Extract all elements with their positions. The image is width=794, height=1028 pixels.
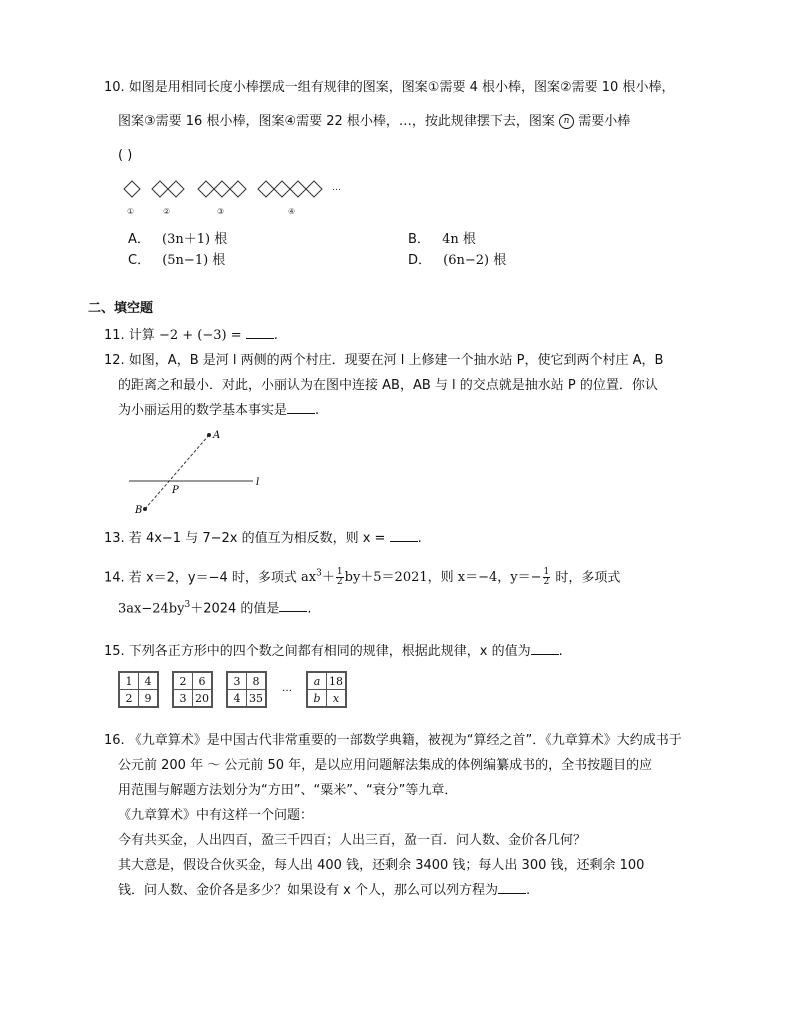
q10-option-d [408, 251, 506, 271]
frac-1-num: 1 [336, 567, 343, 578]
q10-line2a: 图案③需要 16 根小棒，图案④需要 22 根小棒，…，按此规律摆下去，图案 [118, 114, 555, 129]
option-c-text: (5n−1) 根 [162, 253, 226, 268]
square-4-cell: b [308, 690, 327, 707]
pattern-label-3: ③ [217, 207, 225, 216]
square-3-cell: 35 [247, 690, 266, 707]
pattern-label-4: ④ [288, 207, 296, 216]
q15-answer-blank[interactable] [531, 642, 559, 655]
frac-2-num: 1 [543, 567, 550, 578]
q16-line3: 用范围与解题方法划分为“方田”、“粟米”、“衰分”等九章． [118, 783, 458, 798]
q16-line1: 16. 《九章算术》是中国古代非常重要的一部数学典籍，被视为“算经之首”．《九章算术》大约成书于 [104, 733, 682, 748]
square-3-cell: 8 [247, 673, 266, 690]
q11-expression: −2 + (−3) = [158, 328, 242, 343]
option-a-letter: A． [128, 232, 150, 247]
q13-end: . [417, 531, 422, 546]
option-d-letter: D． [408, 253, 432, 268]
square-3-cell: 4 [228, 690, 247, 707]
label-a: A [213, 430, 221, 441]
pattern-label-2: ② [163, 207, 171, 216]
square-1-cell: 1 [120, 673, 139, 690]
segment-ab [145, 435, 209, 509]
q14-exp-1: 3 [316, 569, 322, 579]
option-b-text: 4n 根 [442, 232, 476, 247]
q10-answer-paren: ( ) [118, 148, 133, 163]
q15-text: 15. 下列各正方形中的四个数之间都有相同的规律，根据此规律，x 的值为 [104, 644, 531, 659]
q11-prefix: 11. 计算 [104, 328, 155, 343]
frac-2-den: 2 [543, 577, 550, 588]
square-2-cell: 20 [193, 690, 212, 707]
square-1-cell: 2 [120, 690, 139, 707]
q13-line [104, 529, 422, 549]
q14-condition: 14. 若 x＝2，y＝−4 时，多项式 [104, 570, 297, 586]
number-square-3 [226, 671, 267, 708]
q14-fraction-1 [336, 568, 344, 587]
q13-text: 13. 若 4x−1 与 7−2x 的值互为相反数，则 x = [104, 531, 386, 546]
square-1-cell: 4 [139, 673, 158, 690]
squares-ellipsis: … [282, 683, 292, 694]
frac-1-den: 2 [336, 577, 343, 588]
square-2-cell: 3 [174, 690, 193, 707]
q14-polynomial: $ax^3+$ $\frac{1}{2}$ by＋5＝2021，则 x＝−4，y＝− $\frac{1}{2}$ [301, 567, 550, 588]
q14-post: 时，多项式 [555, 570, 621, 586]
q11-end: . [273, 328, 278, 343]
q16-line7-text: 钱．问人数、金价各是多少？如果设有 x 个人，那么可以列方程为 [118, 883, 498, 898]
q14-exp-2: 3 [184, 600, 191, 610]
square-4-cell: 18 [327, 673, 346, 690]
option-c-letter: C． [128, 253, 151, 268]
label-l: l [256, 477, 260, 488]
q14-line1 [104, 564, 620, 588]
option-b-letter: B． [408, 232, 430, 247]
q13-answer-blank[interactable] [390, 529, 418, 542]
option-a-text: (3n＋1) 根 [162, 232, 228, 247]
square-3-cell: 3 [228, 673, 247, 690]
q10-line2 [118, 112, 630, 132]
square-1-cell: 9 [139, 690, 158, 707]
q16-line7 [118, 881, 530, 901]
pattern-ellipsis: … [332, 183, 341, 193]
q12-line1: 12. 如图，A，B 是河 l 两侧的两个村庄．现要在河 l 上修建一个抽水站 P，使它到两个村庄 A，B [104, 353, 664, 368]
q14-answer-blank[interactable] [279, 599, 307, 612]
q16-answer-blank[interactable] [498, 881, 526, 894]
q10-option-b [408, 230, 476, 250]
q15-end: . [558, 644, 563, 659]
pattern-2-shape [152, 181, 184, 197]
q15-line [104, 642, 563, 662]
label-p: P [172, 485, 179, 496]
q11-answer-blank[interactable] [246, 326, 274, 339]
q12-answer-blank[interactable] [287, 401, 315, 414]
pattern-label-1: ① [127, 207, 135, 216]
square-2-cell: 2 [174, 673, 193, 690]
number-square-2 [172, 671, 213, 708]
q14-line2 [118, 595, 312, 619]
q12-line2: 的距离之和最小．对此，小丽认为在图中连接 AB，AB 与 l 的交点就是抽水站 P 的位置．你认 [118, 378, 658, 393]
q14-line2-text: ＋2024 的值是 [190, 601, 280, 617]
q12-end: . [315, 403, 320, 418]
square-4-cell: x [327, 690, 346, 707]
q10-line1: 10. 如图是用相同长度小棒摆成一组有规律的图案，图案①需要 4 根小棒，图案②需要 10 根小棒， [104, 80, 675, 95]
q14-expression: 3ax−24by [118, 601, 185, 617]
square-2-cell: 6 [193, 673, 212, 690]
q10-option-c [128, 251, 225, 271]
point-a [207, 433, 211, 437]
q12-line3 [118, 401, 319, 421]
square-4-cell: a [308, 673, 327, 690]
river-pump-station-figure [125, 425, 270, 517]
q14-poly-a: ax [301, 570, 317, 586]
q16-line4: 《九章算术》中有这样一个问题： [118, 808, 314, 823]
q16-line6: 其大意是，假设合伙买金，每人出 400 钱，还剩余 3400 钱；每人出 300 钱，还剩余 100 [118, 858, 645, 873]
q10-option-a [128, 230, 227, 250]
pattern-1-shape [124, 181, 140, 197]
circled-n-icon: n [559, 114, 574, 129]
pattern-4-shape [258, 181, 322, 197]
pattern-3-shape [198, 181, 246, 197]
option-d-text: (6n−2) 根 [443, 253, 507, 268]
q11-line [104, 326, 278, 346]
q16-line2: 公元前 200 年 ～ 公元前 50 年，是以应用问题解法集成的体例编纂成书的，全书按题目的应 [118, 758, 653, 773]
q14-poly-b: by＋5＝2021，则 x＝−4，y＝− [344, 570, 542, 586]
q16-end: . [525, 883, 531, 898]
number-square-1 [118, 671, 159, 708]
point-b [143, 507, 147, 511]
stick-pattern-figure [118, 172, 358, 218]
q12-line3-text: 为小丽运用的数学基本事实是 [118, 403, 288, 418]
q14-end: . [307, 601, 312, 617]
label-b: B [135, 505, 143, 516]
number-square-4 [306, 671, 347, 708]
section-title-fill-blank: 二、填空题 [88, 301, 154, 316]
q10-line2b: 需要小棒 [578, 114, 631, 129]
q16-line5: 今有共买金，人出四百，盈三千四百；人出三百，盈一百．问人数、金价各几何？ [118, 833, 587, 848]
q14-fraction-2 [543, 568, 551, 587]
